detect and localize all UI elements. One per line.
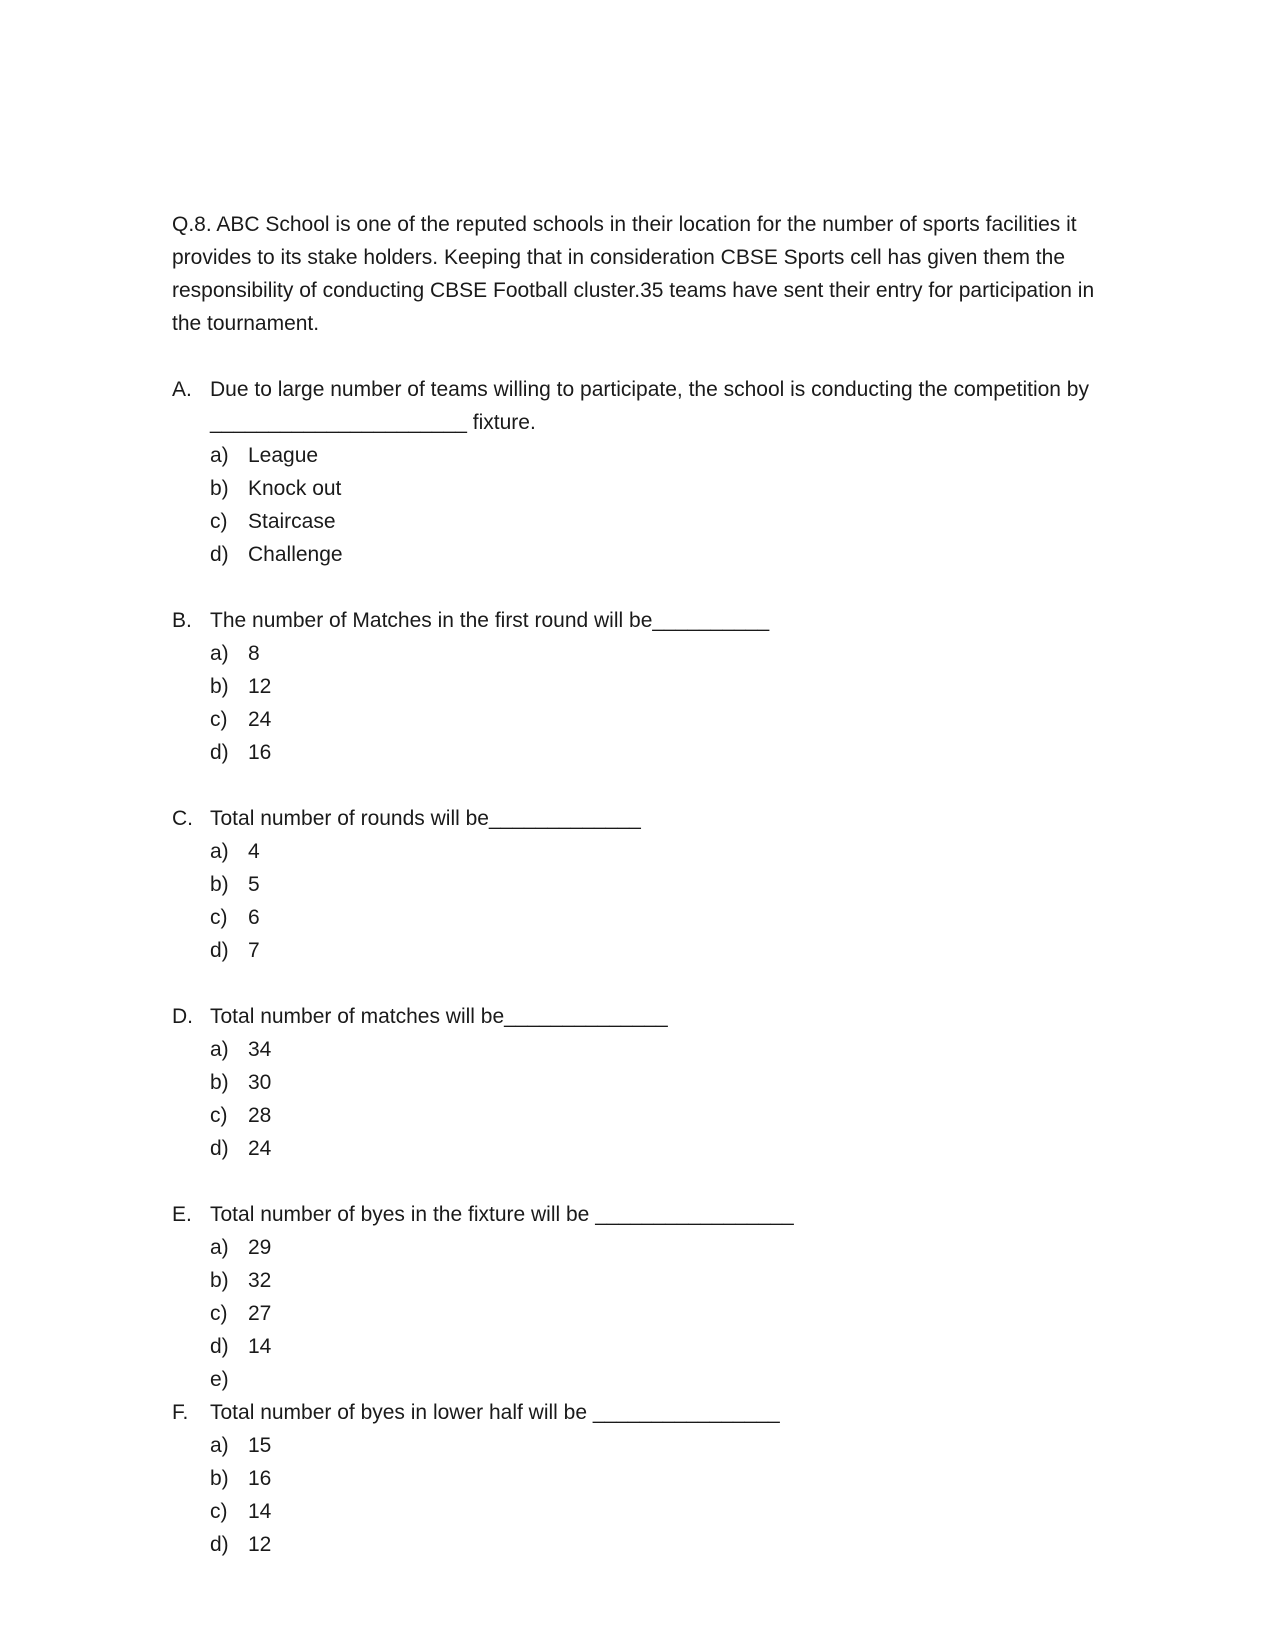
option-item <box>210 472 1102 505</box>
option-letter: b) <box>210 1269 229 1292</box>
option-text: 14 <box>248 1500 272 1523</box>
option-letter: b) <box>210 1467 229 1490</box>
question-body <box>210 802 1102 967</box>
question-body <box>210 1198 1102 1396</box>
question-text: The number of Matches in the first round will be__________ <box>210 609 770 632</box>
question-letter: D. <box>172 1005 193 1028</box>
option-letter: c) <box>210 1302 228 1325</box>
option-text: 16 <box>248 1467 272 1490</box>
option-item <box>210 901 1102 934</box>
question-intro: Q.8. ABC School is one of the reputed schools in their location for the number of sports facilities it provides to its stake holders. Keeping that in consideration CBSE Sports cell has given them the responsibility of conducting CBSE Football cluster.35 teams have sent their entry for participation in the tournament. <box>172 213 1095 335</box>
option-text: 28 <box>248 1104 272 1127</box>
spacer <box>172 571 1102 604</box>
question-text: Total number of rounds will be_____________ <box>210 807 641 830</box>
option-item <box>210 703 1102 736</box>
option-item <box>210 1330 1102 1363</box>
question-f <box>172 1396 1102 1561</box>
option-letter: d) <box>210 543 229 566</box>
question-text: Total number of byes in lower half will be ________________ <box>210 1401 780 1424</box>
question-b <box>172 604 1102 769</box>
question-text: Due to large number of teams willing to participate, the school is conducting the competition by ______________________ fixture. <box>210 378 1089 434</box>
option-item <box>210 1462 1102 1495</box>
option-list <box>210 835 1102 967</box>
option-list <box>210 439 1102 571</box>
option-letter: b) <box>210 1071 229 1094</box>
question-body <box>210 1000 1102 1165</box>
option-item <box>210 868 1102 901</box>
option-letter: c) <box>210 708 228 731</box>
option-item <box>210 505 1102 538</box>
option-letter: b) <box>210 477 229 500</box>
option-letter: c) <box>210 1500 228 1523</box>
option-text: 24 <box>248 708 272 731</box>
option-letter: a) <box>210 444 229 467</box>
spacer <box>172 769 1102 802</box>
question-body <box>210 373 1102 571</box>
option-letter: a) <box>210 642 229 665</box>
option-letter: e) <box>210 1368 229 1391</box>
option-text: 27 <box>248 1302 272 1325</box>
option-letter: c) <box>210 906 228 929</box>
option-letter: d) <box>210 1335 229 1358</box>
option-text: 30 <box>248 1071 272 1094</box>
option-text: 12 <box>248 675 272 698</box>
option-item <box>210 736 1102 769</box>
option-text: 34 <box>248 1038 272 1061</box>
option-letter: c) <box>210 510 228 533</box>
option-letter: a) <box>210 1038 229 1061</box>
option-list <box>210 1033 1102 1165</box>
option-list <box>210 637 1102 769</box>
option-text: Staircase <box>248 510 336 533</box>
option-text: 12 <box>248 1533 272 1556</box>
option-item <box>210 439 1102 472</box>
option-letter: b) <box>210 873 229 896</box>
question-d <box>172 1000 1102 1165</box>
option-text: Challenge <box>248 543 343 566</box>
option-item <box>210 1528 1102 1561</box>
option-letter: b) <box>210 675 229 698</box>
option-text: 16 <box>248 741 272 764</box>
option-item <box>210 1297 1102 1330</box>
option-item <box>210 1132 1102 1165</box>
option-text: 7 <box>248 939 260 962</box>
option-text: 5 <box>248 873 260 896</box>
spacer <box>172 967 1102 1000</box>
option-item <box>210 1495 1102 1528</box>
question-text: Total number of matches will be______________ <box>210 1005 668 1028</box>
option-item <box>210 934 1102 967</box>
option-text: 15 <box>248 1434 272 1457</box>
option-item <box>210 1264 1102 1297</box>
option-letter: a) <box>210 840 229 863</box>
question-body <box>210 1396 1102 1561</box>
option-item <box>210 538 1102 571</box>
option-letter: c) <box>210 1104 228 1127</box>
option-text: 4 <box>248 840 260 863</box>
question-letter: A. <box>172 378 192 401</box>
option-item <box>210 835 1102 868</box>
option-text: League <box>248 444 319 467</box>
option-letter: a) <box>210 1434 229 1457</box>
option-letter: d) <box>210 939 229 962</box>
question-letter: E. <box>172 1203 192 1226</box>
question-letter: C. <box>172 807 193 830</box>
option-text: 8 <box>248 642 260 665</box>
option-letter: a) <box>210 1236 229 1259</box>
option-item <box>210 1363 1102 1396</box>
option-text: 14 <box>248 1335 272 1358</box>
option-text: 29 <box>248 1236 272 1259</box>
option-item <box>210 1099 1102 1132</box>
option-item <box>210 670 1102 703</box>
question-e <box>172 1198 1102 1396</box>
option-text: 24 <box>248 1137 272 1160</box>
option-item <box>210 1033 1102 1066</box>
option-text: 6 <box>248 906 260 929</box>
option-text: Knock out <box>248 477 342 500</box>
option-item <box>210 637 1102 670</box>
option-list <box>210 1429 1102 1561</box>
question-c <box>172 802 1102 967</box>
option-list <box>210 1231 1102 1396</box>
option-letter: d) <box>210 1137 229 1160</box>
spacer <box>172 1165 1102 1198</box>
option-item <box>210 1066 1102 1099</box>
question-letter: F. <box>172 1401 189 1424</box>
option-item <box>210 1231 1102 1264</box>
document-page <box>172 208 1102 1561</box>
option-letter: d) <box>210 741 229 764</box>
option-text: 32 <box>248 1269 272 1292</box>
question-a <box>172 373 1102 571</box>
option-item <box>210 1429 1102 1462</box>
question-letter: B. <box>172 609 192 632</box>
question-text: Total number of byes in the fixture will be _________________ <box>210 1203 794 1226</box>
option-letter: d) <box>210 1533 229 1556</box>
question-body <box>210 604 1102 769</box>
